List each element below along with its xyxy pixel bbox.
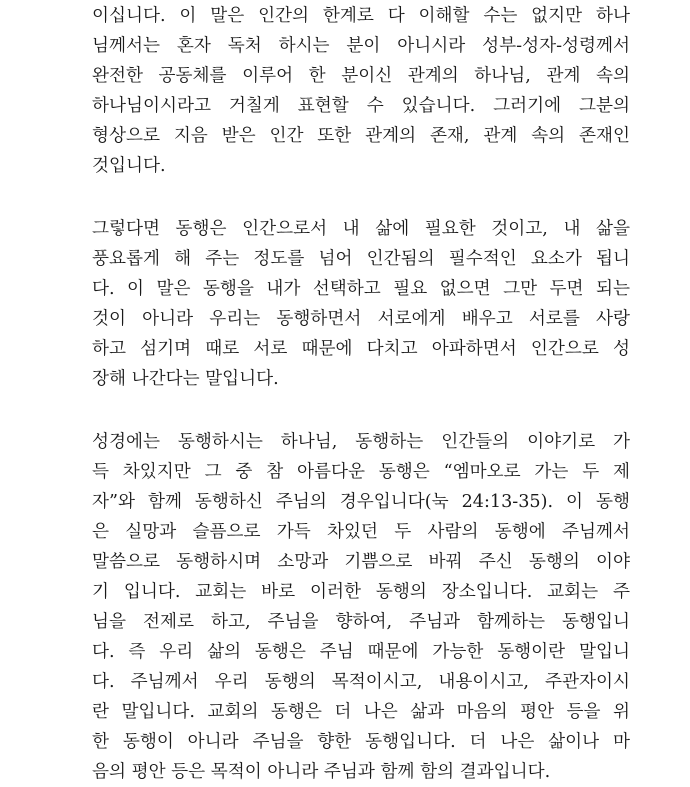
paragraph-emmaus-companionship [92,427,630,787]
text-line: 완전한 공동체를 이루어 한 분이신 관계의 하나님, 관계 속의 [92,66,630,86]
text-line: 기 입니다. 교회는 바로 이러한 동행의 장소입니다. 교회는 주 [92,582,630,602]
paragraph-gap [92,394,630,427]
text-line: 다. 즉 우리 삶의 동행은 주님 때문에 가능한 동행이란 말입니 [92,642,630,662]
text-line: 다. 주님께서 우리 동행의 목적이시고, 내용이시고, 주관자이시 [92,672,630,692]
text-line: 것입니다. [92,156,166,176]
text-line: 란 말입니다. 교회의 동행은 더 나은 삶과 마음의 평안 등을 위 [92,702,630,722]
paragraph-trinity-relationship [92,1,630,181]
text-line: 장해 나간다는 말입니다. [92,369,279,389]
text-line: 것이 아니라 우리는 동행하면서 서로에게 배우고 서로를 사랑 [92,309,630,329]
text-line: 그렇다면 동행은 인간으로서 내 삶에 필요한 것이고, 내 삶을 [92,219,630,239]
text-line: 이십니다. 이 말은 인간의 한계로 다 이해할 수는 없지만 하나 [92,6,630,26]
text-line: 말씀으로 동행하시며 소망과 기쁨으로 바꿔 주신 동행의 이야 [92,552,630,572]
text-line: 자”와 함께 동행하신 주님의 경우입니다(눅 24:13-35). 이 동행 [92,492,630,512]
text-line: 음의 평안 등은 목적이 아니라 주님과 함께 함의 결과입니다. [92,762,551,782]
text-line: 형상으로 지음 받은 인간 또한 관계의 존재, 관계 속의 존재인 [92,126,630,146]
text-line: 풍요롭게 해 주는 정도를 넘어 인간됨의 필수적인 요소가 됩니 [92,249,630,269]
text-line: 다. 이 말은 동행을 내가 선택하고 필요 없으면 그만 두면 되는 [92,279,630,299]
text-line: 득 차있지만 그 중 참 아름다운 동행은 “엠마오로 가는 두 제 [92,462,630,482]
text-line: 하나님이시라고 거칠게 표현할 수 있습니다. 그러기에 그분의 [92,96,630,116]
text-line: 님을 전제로 하고, 주님을 향하여, 주님과 함께하는 동행입니 [92,612,630,632]
text-line: 하고 섬기며 때로 서로 때문에 다치고 아파하면서 인간으로 성 [92,339,630,359]
text-line: 한 동행이 아니라 주님을 향한 동행입니다. 더 나은 삶이나 마 [92,732,630,752]
paragraph-gap [92,181,630,214]
text-line: 성경에는 동행하시는 하나님, 동행하는 인간들의 이야기로 가 [92,432,630,452]
text-line: 은 실망과 슬픔으로 가득 차있던 두 사람의 동행에 주님께서 [92,522,630,542]
paragraph-companionship-essential [92,214,630,394]
text-line: 님께서는 혼자 독처 하시는 분이 아니시라 성부-성자-성령께서 [92,36,630,56]
